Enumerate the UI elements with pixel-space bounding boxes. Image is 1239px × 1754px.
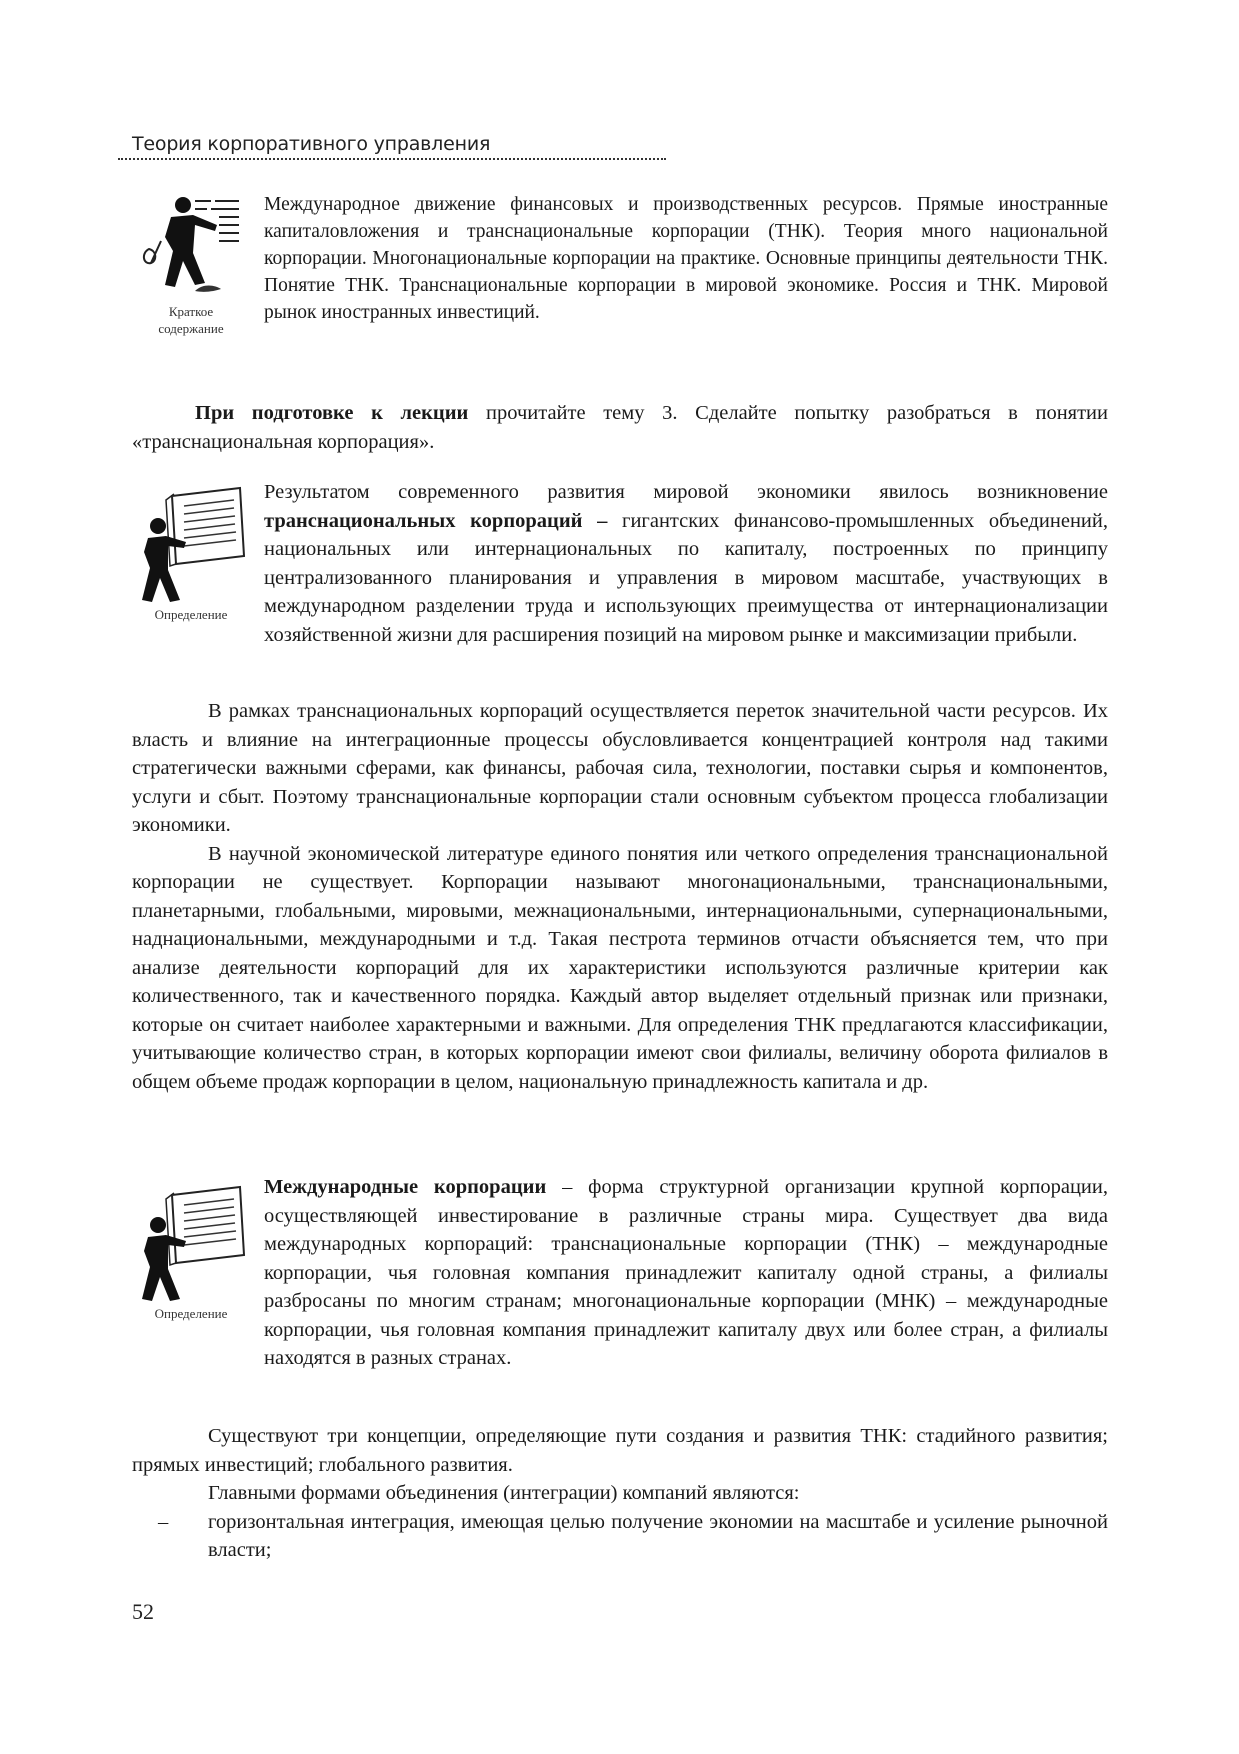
icon-caption-line2: содержание bbox=[158, 321, 224, 336]
definition1-text bbox=[264, 478, 1108, 649]
page-number: 52 bbox=[132, 1599, 154, 1624]
header-dotted-rule bbox=[118, 158, 666, 160]
definition2-text bbox=[264, 1173, 1108, 1373]
summary-block bbox=[132, 191, 1108, 336]
list-dash: – bbox=[158, 1510, 169, 1533]
definition-block-1 bbox=[132, 478, 1108, 649]
definition1-icon-column bbox=[132, 486, 250, 623]
summary-text: Международное движение финансовых и производственных ресурсов. Прямые иностранные капиталовложения и транснациональные корпорации (ТНК). Теория много национальной корпорации. Многонациональные корпорации на практике. Основные принципы деятельности ТНК. Понятие ТНК. Транснациональные корпорации в мировой экономике. Россия и ТНК. Мировой рынок иностранных инвестиций. bbox=[264, 194, 1108, 323]
definition1-caption: Определение bbox=[154, 607, 228, 622]
lecture-prep-bold: При подготовке к лекции bbox=[195, 402, 469, 424]
definition2-caption: Определение bbox=[154, 1306, 228, 1321]
definition1-before: Результатом современного развития мировой экономики явилось возникновение bbox=[264, 481, 1108, 503]
icon-caption-line1: Краткое bbox=[168, 304, 214, 319]
summary-icon-column bbox=[132, 191, 250, 337]
definition1-after: гигантских финансово-промышленных объединений, национальных или интернациональных по капиталу, построенных по принципу централизованного планирования и управления в мировом масштабе, участвующих в международном разделении труда и использующих преимущества от интернационализации хозяйственной жизни для расширения позиций на мировом рынке и максимизации прибыли. bbox=[264, 509, 1108, 646]
lecture-prep-paragraph bbox=[132, 399, 1108, 456]
body-paragraphs bbox=[132, 697, 1108, 1096]
presenter-with-chart-icon bbox=[136, 1185, 246, 1305]
closing-paragraph-2: Главными формами объединения (интеграции) компаний являются: bbox=[208, 1482, 800, 1504]
lecture-prep-rest: прочитайте тему 3. Сделайте попытку разобраться в понятии «транснациональная корпорация». bbox=[132, 402, 1108, 453]
definition2-icon-column bbox=[132, 1185, 250, 1322]
body-paragraph-2: В научной экономической литературе единого понятия или четкого определения транснациональной корпорации не существует. Корпорации называют многонациональными, транснациональными, планетарными, глобальными, мировыми, межнациональными, интернациональными, супернациональными, наднациональными, международными и т.д. Такая пестрота терминов отчасти объясняется тем, что при анализе деятельности корпораций для их характеристики используются различные критерии как количественного, так и качественного порядка. Каждый автор выделяет отдельный признак или признаки, которые он считает наиболее характерными и важными. Для определения ТНК предлагаются классификации, учитывающие количество стран, в которых корпорации имеют свои филиалы, величину оборота филиалов в общем объеме продаж корпорации в целом, национальную принадлежность капитала и др. bbox=[132, 842, 1108, 1093]
presenter-at-board-icon bbox=[135, 191, 247, 303]
closing-paragraph-1: Существуют три концепции, определяющие пути создания и развития ТНК: стадийного развития; прямых инвестиций; глобального развития. bbox=[132, 1425, 1108, 1476]
presenter-with-chart-icon bbox=[136, 486, 246, 606]
running-header: Теория корпоративного управления bbox=[132, 133, 491, 155]
list-item bbox=[132, 1508, 1108, 1565]
closing-section bbox=[132, 1422, 1108, 1565]
list-item-text: горизонтальная интеграция, имеющая целью получение экономии на масштабе и усиление рыночной власти; bbox=[208, 1510, 1108, 1561]
definition-block-2 bbox=[132, 1173, 1108, 1373]
definition1-term: транснациональных корпораций – bbox=[264, 509, 608, 532]
body-paragraph-1: В рамках транснациональных корпораций осуществляется переток значительной части ресурсов. Их власть и влияние на интеграционные процессы обусловливается концентрацией контроля над такими стратегически важными сферами, как финансы, рабочая сила, технологии, поставки сырья и компонентов, услуги и сбыт. Поэтому транснациональные корпорации стали основным субъектом процесса глобализации экономики. bbox=[132, 700, 1108, 836]
definition2-after: – форма структурной организации крупной корпорации, осуществляющей инвестирование в различные страны мира. Существует два вида международных корпораций: транснациональные корпорации (ТНК) – международные корпорации, чья головная компания принадлежит капиталу одной страны, а филиалы разбросаны по многим странам; многонациональные корпорации (МНК) – международные корпорации, чья головная компания принадлежит капиталу двух или более стран, а филиалы находятся в разных странах. bbox=[264, 1176, 1108, 1369]
definition2-term: Международные корпорации bbox=[264, 1176, 547, 1198]
